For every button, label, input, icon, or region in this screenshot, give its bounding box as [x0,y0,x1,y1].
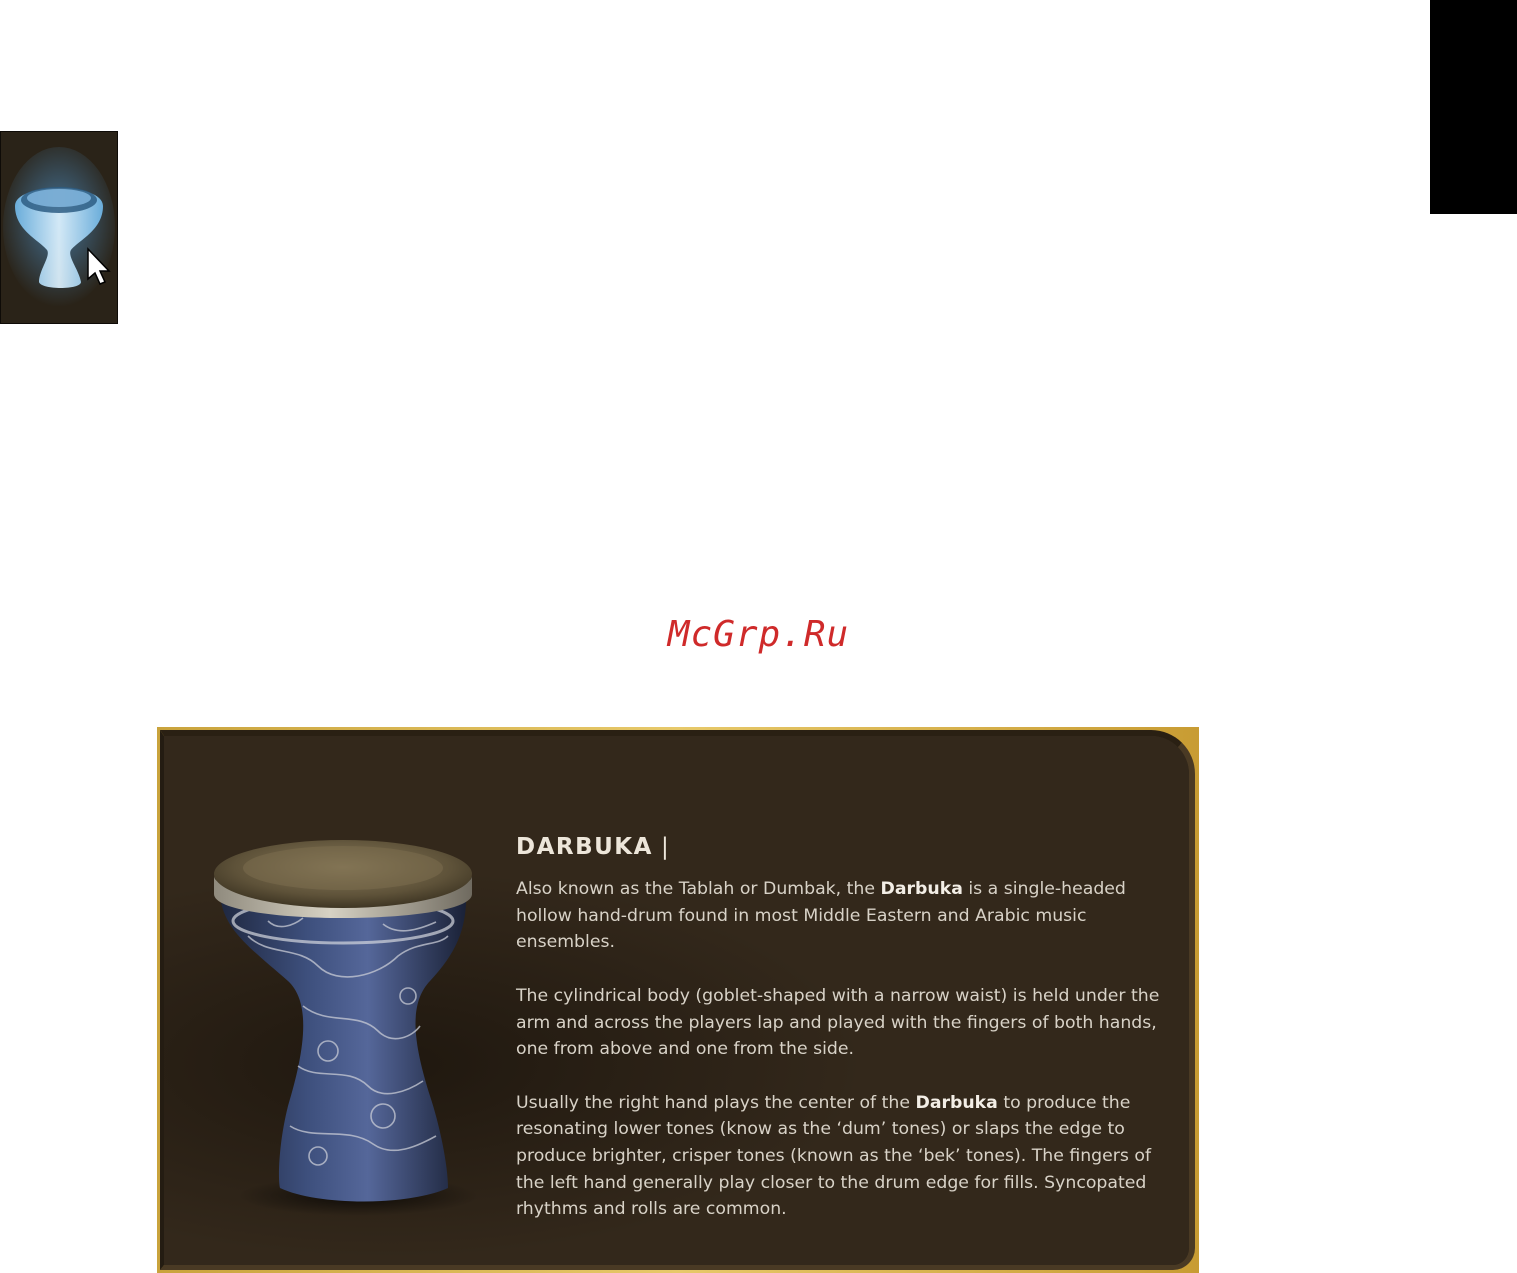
instrument-description [516,834,1176,1250]
paragraph-1-after: is a single-headed hollow hand-drum found in most Middle Eastern and Arabic music ensembles. [516,879,1126,953]
instrument-name: DARBUKA [516,834,653,860]
instrument-name-bold: Darbuka [880,879,963,899]
title-separator: | [660,834,671,860]
paragraph-1-before: Also known as the Tablah or Dumbak, the [516,879,881,899]
paragraph-2: The cylindrical body (goblet-shaped with a narrow waist) is held under the arm and across the players lap and played with the fingers of both hands, one from above and one from the side. [516,985,1160,1060]
darbuka-drum-illustration [208,826,478,1216]
panel-frame [160,730,1195,1270]
paragraph-3-before: Usually the right hand plays the center of the [516,1092,916,1113]
instrument-info-panel [157,727,1199,1273]
paragraph-1 [516,876,1176,956]
instrument-title [516,834,1176,860]
darbuka-icon [1,132,117,323]
watermark: McGrp.Ru [667,614,850,655]
instrument-icon-tile[interactable] [0,131,118,324]
paragraph-3-after: to produce the resonating lower tones (know as the ‘dum’ tones) or slaps the edge to produce brighter, crisper tones (known as the ‘bek’ tones). The fingers of the left hand generally play closer to the drum edge for fills. Syncopated rhythms and rolls are common. [516,1092,1152,1220]
panel-inner [164,736,1189,1265]
instrument-name-bold: Darbuka [915,1092,998,1113]
corner-tab [1430,0,1517,214]
paragraph-3 [516,1090,1176,1224]
